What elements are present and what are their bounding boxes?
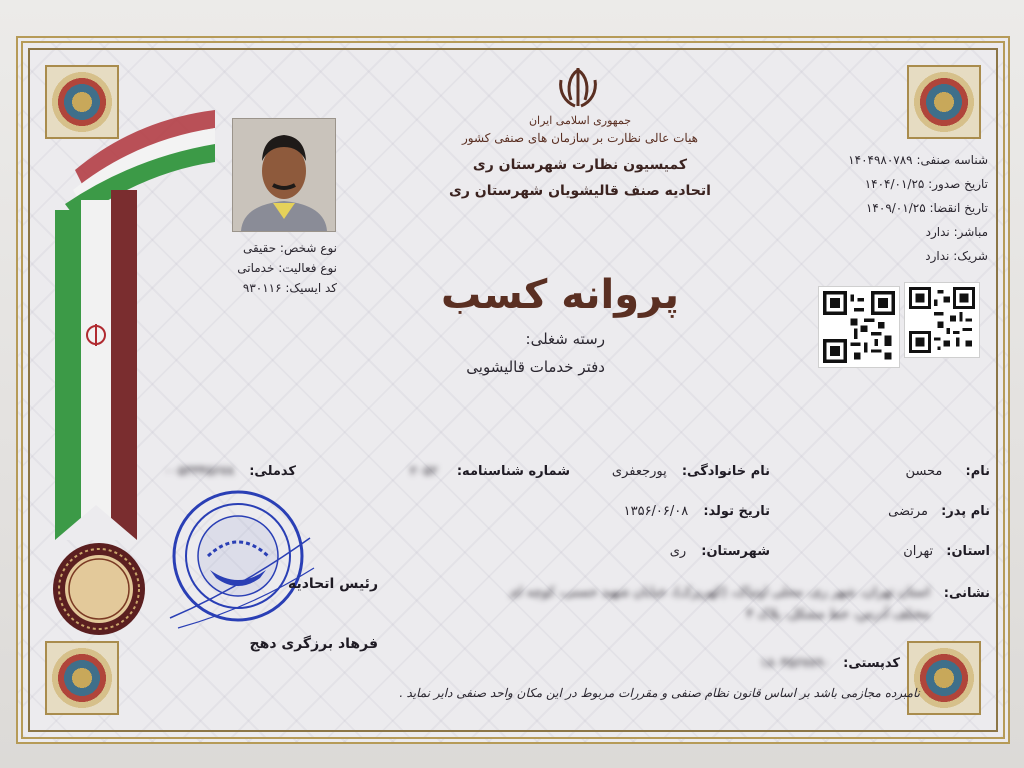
republic-text: جمهوری اسلامی ایران (528, 114, 632, 127)
isic-code: کد ایسیک: ۹۳۰۱۱۶ (242, 281, 337, 295)
id-number-label: شماره شناسنامه: (456, 464, 570, 479)
council-text: هیات عالی نظارت بر سازمان های صنفی کشور (461, 131, 699, 145)
national-id-label: کدملی: (249, 464, 296, 479)
holder-photo (232, 118, 336, 232)
guild-id: شناسه صنفی: ۱۴۰۴۹۸۰۷۸۹ (848, 153, 988, 167)
license-title: پروانه کسب (441, 272, 679, 318)
name-value: محسن (905, 464, 943, 479)
birth-date-value: ۱۳۵۶/۰۶/۰۸ (623, 504, 689, 519)
name-label: نام: (965, 464, 990, 479)
category-value: دفتر خدمات قالیشویی (466, 358, 605, 376)
ministry-seal-icon (50, 540, 148, 638)
postal-code-value: ۱۸۰۴۵۶۷۸۹۰ (760, 656, 831, 671)
iran-emblem-icon (555, 66, 601, 110)
city-value: ری (669, 544, 687, 559)
province-label: استان: (946, 544, 990, 559)
signature-role: رئیس اتحادیه (287, 576, 378, 592)
signature-name: فرهاد برزگری دهج (249, 636, 378, 652)
family-label: نام خانوادگی: (681, 464, 770, 479)
birth-date-label: تاریخ تولد: (703, 504, 770, 519)
footer-note: نامبرده مجازمی باشد بر اساس قانون نظام صنفی و مقررات مربوط در این مکان واحد صنفی دایر نماید . (398, 686, 920, 700)
address-label: نشانی: (943, 586, 990, 601)
qr-code-icon (818, 286, 900, 368)
partner: شریک: ندارد (925, 249, 988, 263)
family-value: پورجعفری (611, 464, 667, 479)
id-number-value: ۲۰۵۲ (409, 464, 438, 479)
city-label: شهرستان: (701, 544, 770, 559)
address-value-line2: مختلف آدرس، خط مشکل، پلاک ۴ (746, 607, 930, 622)
expiry-date: تاریخ انقضا: ۱۴۰۹/۰۱/۲۵ (865, 201, 988, 215)
category-label: رسته شغلی: (525, 330, 605, 348)
ornament-corner-icon (907, 65, 981, 139)
father-name-value: مرتضی (888, 504, 929, 519)
province-value: تهران (903, 544, 934, 559)
national-id-value: ۰۰۵۳۳۴۵۶۷۸ (164, 464, 235, 479)
postal-code-label: کدپستی: (843, 656, 900, 671)
union-text: اتحادیه صنف قالیشویان شهرستان ری (449, 183, 711, 199)
ornament-corner-icon (907, 641, 981, 715)
ornament-corner-icon (45, 641, 119, 715)
issue-date: تاریخ صدور: ۱۴۰۴/۰۱/۲۵ (864, 177, 988, 191)
person-type: نوع شخص: حقیقی (242, 241, 337, 255)
commission-text: کمیسیون نظارت شهرستان ری (472, 157, 688, 173)
qr-code-icon (904, 282, 980, 358)
father-name-label: نام پدر: (941, 504, 990, 519)
union-stamp-icon (160, 478, 320, 638)
manager: مباشر: ندارد (925, 225, 988, 239)
activity-type: نوع فعالیت: خدماتی (237, 261, 337, 275)
address-value: استان تهران، شهر ری، محلی اوتیاک، (کهریزک)، خیابان شهید حسنی، کوچه ای (508, 585, 930, 600)
